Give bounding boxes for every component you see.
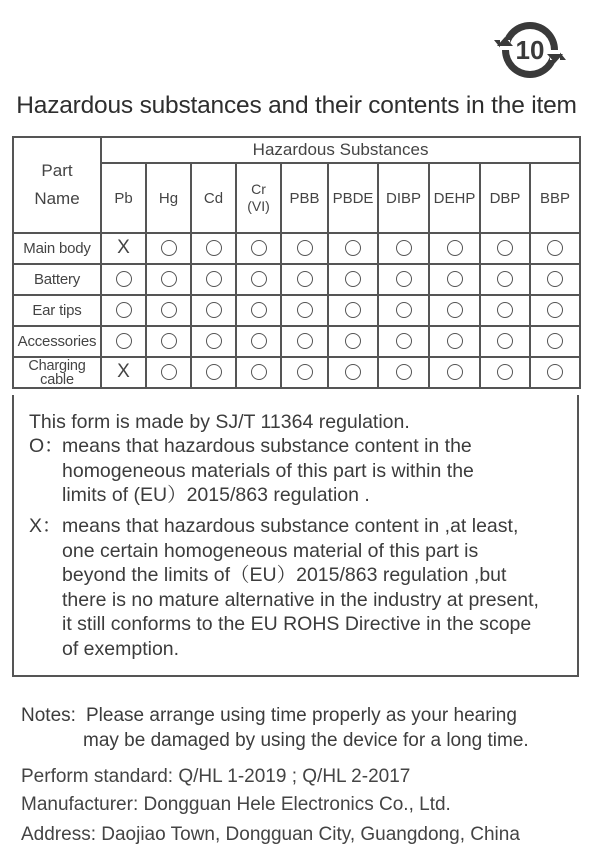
compliant-circle-mark — [396, 240, 412, 256]
notes-line: may be damaged by using the device for a long time. — [83, 730, 529, 751]
substance-cell — [530, 326, 580, 357]
compliant-circle-mark — [396, 302, 412, 318]
substance-cell — [191, 326, 236, 357]
substance-cell — [191, 357, 236, 388]
substance-header-cr — [236, 163, 281, 233]
part-name-line2: cable — [40, 371, 74, 388]
substance-cell — [530, 357, 580, 388]
compliant-circle-mark — [497, 333, 513, 349]
substance-cell — [328, 233, 378, 264]
substance-cell — [378, 357, 429, 388]
legend-x-line: one certain homogeneous material of this part is — [62, 540, 479, 562]
substance-cell — [328, 326, 378, 357]
part-name-line2: Name — [34, 189, 80, 208]
substance-header-hg: Hg — [146, 163, 191, 233]
substance-cell — [281, 357, 328, 388]
substance-cell — [480, 326, 530, 357]
part-name-line1: Part — [41, 161, 73, 180]
substance-cell — [328, 264, 378, 295]
compliant-circle-mark — [251, 302, 267, 318]
compliant-circle-mark — [297, 302, 313, 318]
substance-cell — [328, 295, 378, 326]
compliant-circle-mark — [206, 240, 222, 256]
substance-cell — [146, 357, 191, 388]
substance-header-pb: Pb — [101, 163, 146, 233]
recycling-period-logo — [491, 16, 571, 88]
legend-o-line: limits of (EU）2015/863 regulation . — [62, 484, 370, 506]
compliant-circle-mark — [497, 302, 513, 318]
compliant-circle-mark — [396, 333, 412, 349]
substance-cell — [378, 326, 429, 357]
compliant-circle-mark — [345, 271, 361, 287]
substance-cell — [429, 264, 480, 295]
compliant-circle-mark — [547, 271, 563, 287]
compliant-circle-mark — [297, 271, 313, 287]
substance-header-dbp: DBP — [480, 163, 530, 233]
substance-header-cd: Cd — [191, 163, 236, 233]
substance-cell — [429, 233, 480, 264]
compliant-circle-mark — [345, 302, 361, 318]
legend-o-symbol: O： — [29, 435, 64, 457]
substance-cell — [101, 295, 146, 326]
compliant-circle-mark — [116, 333, 132, 349]
compliant-circle-mark — [297, 364, 313, 380]
notes-line: Please arrange using time properly as your hearing — [86, 705, 517, 726]
exceeds-cross-mark: X — [117, 361, 130, 383]
substance-cell — [236, 264, 281, 295]
substance-cell — [146, 264, 191, 295]
compliant-circle-mark — [345, 364, 361, 380]
substance-cell — [480, 357, 530, 388]
substance-cell — [429, 326, 480, 357]
compliant-circle-mark — [396, 271, 412, 287]
substance-cell — [281, 326, 328, 357]
legend-o-line: homogeneous materials of this part is within the — [62, 460, 474, 482]
substance-header-pbde: PBDE — [328, 163, 378, 233]
table-row — [13, 264, 580, 295]
compliant-circle-mark — [547, 333, 563, 349]
substance-cell — [146, 326, 191, 357]
substance-cell — [530, 233, 580, 264]
substance-cell — [146, 233, 191, 264]
part-name-cell: Accessories — [13, 326, 101, 357]
compliant-circle-mark — [251, 271, 267, 287]
perform-standard: Perform standard: Q/HL 1-2019 ; Q/HL 2-2017 — [21, 766, 411, 787]
logo-number: 10 — [515, 35, 545, 65]
compliant-circle-mark — [161, 333, 177, 349]
substance-cell — [429, 357, 480, 388]
legend-x-line: beyond the limits of（EU）2015/863 regulation ,but — [62, 564, 507, 586]
compliant-circle-mark — [251, 333, 267, 349]
substance-cell — [191, 233, 236, 264]
substance-cell — [530, 295, 580, 326]
compliant-circle-mark — [497, 240, 513, 256]
hazardous-substances-table — [12, 136, 581, 389]
compliant-circle-mark — [447, 302, 463, 318]
compliant-circle-mark — [161, 240, 177, 256]
legend-x-line: it still conforms to the EU ROHS Directive in the scope — [62, 613, 532, 635]
substance-cell — [328, 357, 378, 388]
legend-o-line: means that hazardous substance content in the — [62, 435, 472, 457]
page-title: Hazardous substances and their contents in the item — [16, 92, 577, 119]
substance-cell — [480, 295, 530, 326]
compliant-circle-mark — [345, 333, 361, 349]
substance-header-dibp: DIBP — [378, 163, 429, 233]
compliant-circle-mark — [547, 364, 563, 380]
substance-cell — [281, 295, 328, 326]
legend-x-line: means that hazardous substance content in ,at least, — [62, 515, 519, 537]
compliant-circle-mark — [396, 364, 412, 380]
part-name-cell: Main body — [13, 233, 101, 264]
compliant-circle-mark — [206, 271, 222, 287]
substance-cell — [281, 233, 328, 264]
substance-cell — [101, 233, 146, 264]
substance-cell — [429, 295, 480, 326]
compliant-circle-mark — [116, 271, 132, 287]
substance-cell — [480, 264, 530, 295]
part-name-cell: Ear tips — [13, 295, 101, 326]
compliant-circle-mark — [161, 271, 177, 287]
substance-cell — [236, 326, 281, 357]
exceeds-cross-mark: X — [117, 237, 130, 259]
table-row — [13, 295, 580, 326]
table-row — [13, 326, 580, 357]
substance-cell — [281, 264, 328, 295]
table-row — [13, 357, 580, 388]
manufacturer: Manufacturer: Dongguan Hele Electronics Co., Ltd. — [21, 794, 451, 815]
part-name-line1: Charging — [28, 357, 86, 374]
compliant-circle-mark — [206, 333, 222, 349]
compliant-circle-mark — [206, 302, 222, 318]
substance-cell — [378, 295, 429, 326]
substance-header-dehp: DEHP — [429, 163, 480, 233]
compliant-circle-mark — [447, 240, 463, 256]
legend-x-line: of exemption. — [62, 638, 180, 660]
legend-x-line: there is no mature alternative in the industry at present, — [62, 589, 539, 611]
compliant-circle-mark — [497, 364, 513, 380]
substance-cell — [101, 264, 146, 295]
compliant-circle-mark — [297, 240, 313, 256]
legend-x-symbol: X： — [29, 515, 62, 537]
substance-cell — [101, 326, 146, 357]
compliant-circle-mark — [547, 302, 563, 318]
substance-cell — [236, 357, 281, 388]
substance-header-bbp: BBP — [530, 163, 580, 233]
substance-cell — [236, 295, 281, 326]
compliant-circle-mark — [161, 364, 177, 380]
substance-cell — [191, 264, 236, 295]
substance-cell — [146, 295, 191, 326]
compliant-circle-mark — [547, 240, 563, 256]
compliant-circle-mark — [497, 271, 513, 287]
compliant-circle-mark — [206, 364, 222, 380]
compliant-circle-mark — [447, 333, 463, 349]
compliant-circle-mark — [447, 364, 463, 380]
compliant-circle-mark — [251, 240, 267, 256]
compliant-circle-mark — [251, 364, 267, 380]
substance-header-cr-sub: (VI) — [247, 198, 270, 214]
substance-cell — [480, 233, 530, 264]
address: Address: Daojiao Town, Dongguan City, Guangdong, China — [21, 824, 520, 845]
part-name-cell: Battery — [13, 264, 101, 295]
substance-cell — [378, 264, 429, 295]
hazardous-substances-header: Hazardous Substances — [101, 137, 580, 163]
compliant-circle-mark — [161, 302, 177, 318]
part-name-cell — [13, 357, 101, 388]
substance-cell — [101, 357, 146, 388]
substance-cell — [191, 295, 236, 326]
notes-label: Notes: — [21, 705, 76, 726]
substance-cell — [378, 233, 429, 264]
compliant-circle-mark — [447, 271, 463, 287]
table-row — [13, 233, 580, 264]
substance-cell — [530, 264, 580, 295]
legend-intro: This form is made by SJ/T 11364 regulation. — [29, 411, 410, 433]
part-name-header — [13, 137, 101, 233]
substance-header-pbb: PBB — [281, 163, 328, 233]
substance-header-cr-label: Cr — [251, 181, 266, 197]
compliant-circle-mark — [297, 333, 313, 349]
compliant-circle-mark — [116, 302, 132, 318]
substance-cell — [236, 233, 281, 264]
compliant-circle-mark — [345, 240, 361, 256]
